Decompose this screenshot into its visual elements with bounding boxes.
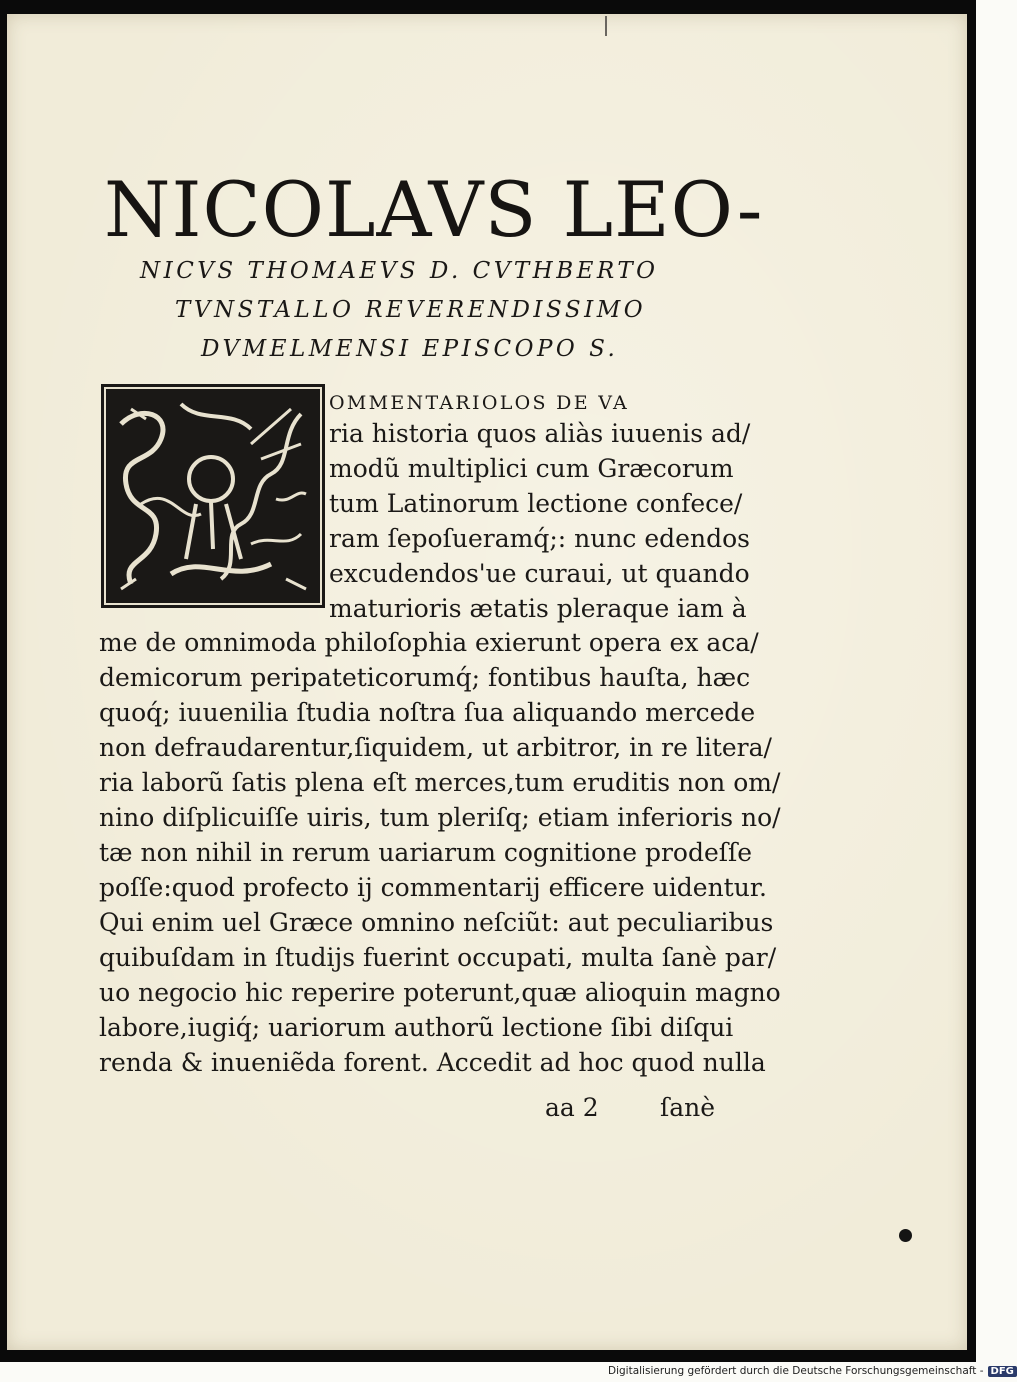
text-line-14: tæ non nihil in rerum uariarum cognitione prodeſſe: [99, 838, 753, 867]
text-line-12: ria laborũ ſatis plena eſt merces,tum eruditis non om/: [99, 768, 781, 797]
text-line-7: maturioris ætatis pleraque iam à: [329, 594, 747, 623]
text-line-17: quibuſdam in ſtudijs fuerint occupati, multa ſanè par/: [99, 943, 777, 972]
text-line-6: excudendos'ue curaui, ut quando: [329, 559, 750, 588]
text-line-5: ram ſepoſueramq́;: nunc edendos: [329, 524, 750, 553]
subtitle-line-3: DVMELMENSI EPISCOPO S.: [201, 336, 619, 362]
text-line-19: labore,iugiq́; uariorum authorũ lectione ſibi diſqui: [99, 1013, 734, 1042]
text-line-16: Qui enim uel Græce omnino neſciũt: aut peculiaribus: [99, 908, 774, 937]
text-line-10: quoq́; iuuenilia ſtudia noſtra ſua aliquando mercede: [99, 698, 756, 727]
text-line-20: renda & inueniẽda forent. Accedit ad hoc quod nulla: [99, 1048, 766, 1077]
signature-mark: aa 2: [545, 1093, 599, 1122]
text-line-3: modũ multiplici cum Græcorum: [329, 454, 734, 483]
ink-dot: [899, 1229, 912, 1242]
book-page: [7, 14, 967, 1350]
catchword: ſanè: [660, 1093, 716, 1122]
page-mark: [605, 16, 607, 36]
text-line-2: ria historia quos aliàs iuuenis ad/: [329, 419, 751, 448]
footer-credit-text: Digitalisierung gefördert durch die Deutsche Forschungsgemeinschaft -: [608, 1365, 984, 1377]
text-line-1: OMMENTARIOLOS DE VA: [329, 392, 629, 414]
text-line-8: me de omnimoda philoſophia exierunt opera ex aca/: [99, 628, 759, 657]
subtitle-line-1: NICVS THOMAEVS D. CVTHBERTO: [140, 258, 659, 284]
text-line-15: poſſe:quod profecto ij commentarij efficere uidentur.: [99, 873, 767, 902]
decorated-initial-c: [101, 384, 325, 608]
text-line-13: nino diſplicuiſſe uiris, tum pleriſq; etiam inferioris no/: [99, 803, 781, 832]
footer-credit: [608, 1365, 1017, 1377]
page-title: NICOLAVS LEO-: [104, 165, 764, 254]
subtitle-line-2: TVNSTALLO REVERENDISSIMO: [175, 297, 647, 323]
dfg-logo: DFG: [988, 1366, 1017, 1377]
text-line-4: tum Latinorum lectione confece/: [329, 489, 743, 518]
text-line-9: demicorum peripateticorumq́; fontibus hauſta, hæc: [99, 663, 751, 692]
text-line-18: uo negocio hic reperire poterunt,quæ alioquin magno: [99, 978, 781, 1007]
text-line-11: non defraudarentur,ſiquidem, ut arbitror, in re litera/: [99, 733, 772, 762]
